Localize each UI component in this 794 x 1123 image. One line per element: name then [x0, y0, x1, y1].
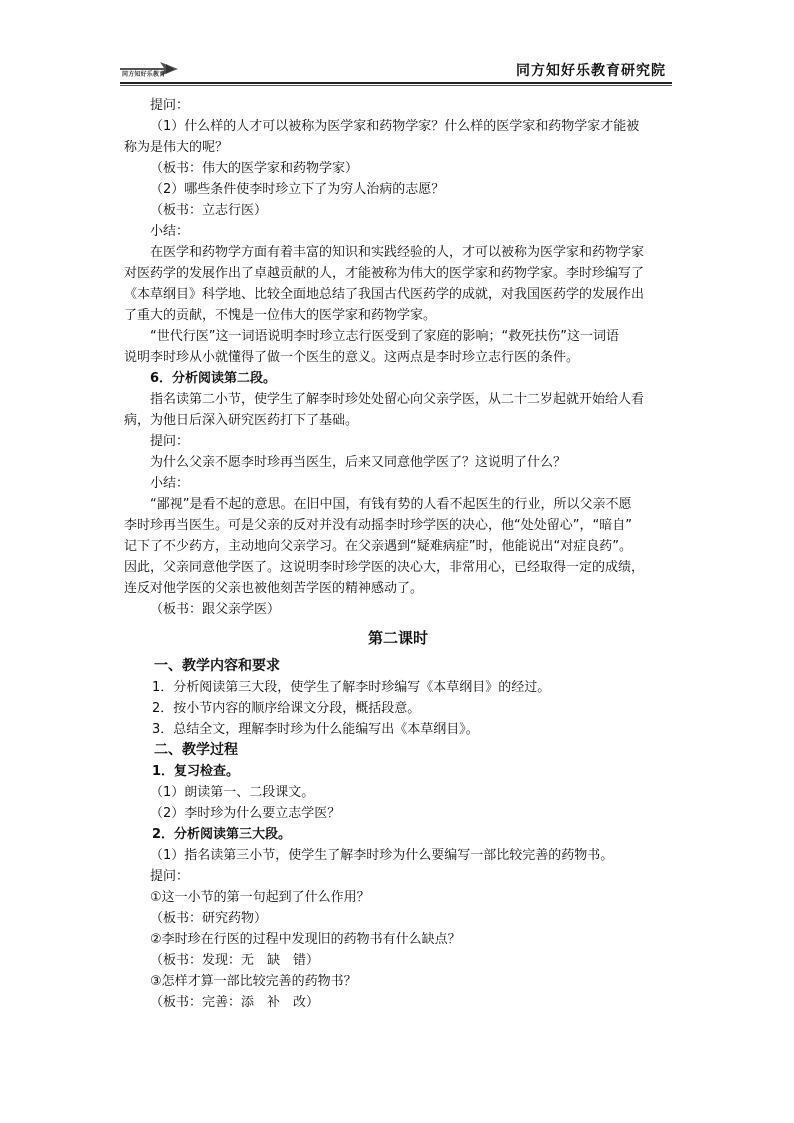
text-line: （板书：跟父亲学医） — [150, 602, 281, 617]
text-line: 称为是伟大的呢？ — [124, 140, 229, 155]
text-line: 连反对他学医的父亲也被他刻苦学医的精神感动了。 — [124, 581, 424, 596]
text-line: 《本草纲目》科学地、比较全面地总结了我国古代医药学的成就，对我国医药学的发展作出 — [124, 287, 645, 302]
text-line: （1）什么样的人才可以被称为医学家和药物学家？什么样的医学家和药物学家才能被 — [150, 119, 640, 134]
text-line: 记下了不少药方，主动地向父亲学习。在父亲遇到“疑难病症”时，他能说出“对症良药”。 — [124, 539, 632, 554]
text-line: “鄙视”是看不起的意思。在旧中国，有钱有势的人看不起医生的行业，所以父亲不愿 — [150, 497, 632, 512]
header-divider — [120, 82, 672, 84]
text-line: 提问： — [150, 98, 190, 113]
text-line: 提问： — [150, 869, 190, 884]
text-line: 2．分析阅读第三大段。 — [152, 827, 292, 842]
text-line: （板书：立志行医） — [150, 203, 268, 218]
text-line: 提问： — [150, 434, 190, 449]
text-line: 李时珍再当医生。可是父亲的反对并没有动摇李时珍学医的决心，他“处处留心”，“暗自” — [124, 518, 632, 533]
text-line: 3．总结全文，理解李时珍为什么能编写出《本草纲目》。 — [152, 722, 479, 737]
lesson-one-section — [124, 95, 672, 620]
text-line: （2）哪些条件使李时珍立下了为穷人治病的志愿？ — [150, 182, 445, 197]
text-line: 因此，父亲同意他学医了。这说明李时珍学医的决心大，非常用心，已经取得一定的成绩， — [124, 560, 645, 575]
text-line: 2．按小节内容的顺序给课文分段，概括段意。 — [152, 701, 421, 716]
text-line: 病，为他日后深入研究医药打下了基础。 — [124, 413, 359, 428]
text-line: （2）李时珍为什么要立志学医？ — [150, 806, 341, 821]
text-line: （板书：研究药物） — [150, 911, 268, 926]
text-line: 为什么父亲不愿李时珍再当医生，后来又同意他学医了？这说明了什么？ — [150, 455, 567, 470]
text-line: （板书：发现：无 缺 错） — [150, 953, 320, 968]
text-line: 指名读第二小节，使学生了解李时珍处处留心向父亲学医，从二十二岁起就开始给人看 — [150, 392, 645, 407]
lesson-two-section — [124, 656, 672, 1013]
text-line: 说明李时珍从小就懂得了做一个医生的意义。这两点是李时珍立志行医的条件。 — [124, 350, 580, 365]
text-line: 对医药学的发展作出了卓越贡献的人，才能被称为伟大的医学家和药物学家。李时珍编写了 — [124, 266, 645, 281]
text-line: 6．分析阅读第二段。 — [150, 371, 277, 386]
text-line: “世代行医”这一词语说明李时珍立志行医受到了家庭的影响；“救死扶伤”这一词语 — [150, 329, 619, 344]
text-line: 1．分析阅读第三大段，使学生了解李时珍编写《本草纲目》的经过。 — [152, 680, 551, 695]
logo — [120, 58, 182, 78]
text-line: （1）朗读第一、二段课文。 — [150, 785, 315, 800]
text-line: ③怎样才算一部比较完善的药物书？ — [150, 974, 357, 989]
text-line: 二、教学过程 — [154, 742, 238, 758]
text-line: （板书：完善：添 补 改） — [150, 995, 320, 1010]
logo-text: 同方知好乐教育 — [122, 71, 166, 78]
text-line: （板书：伟大的医学家和药物学家） — [150, 161, 359, 176]
text-line: （1）指名读第三小节，使学生了解李时珍为什么要编写一部比较完善的药物书。 — [150, 848, 614, 863]
header-title: 同方知好乐教育研究院 — [516, 63, 666, 79]
text-line: 小结： — [150, 476, 190, 491]
text-line: 一、教学内容和要求 — [154, 658, 280, 674]
page-header — [120, 52, 672, 82]
text-line: ①这一小节的第一句起到了什么作用？ — [150, 890, 370, 905]
text-line: ②李时珍在行医的过程中发现旧的药物书有什么缺点？ — [150, 932, 461, 947]
text-line: 1．复习检查。 — [152, 764, 240, 779]
text-line: 了重大的贡献，不愧是一位伟大的医学家和药物学家。 — [124, 308, 437, 323]
section-title: 第二课时 — [367, 629, 428, 647]
document-body — [124, 95, 672, 1013]
text-line: 小结： — [150, 224, 190, 239]
header-divider-thin — [120, 85, 672, 86]
text-line: 在医学和药物学方面有着丰富的知识和实践经验的人，才可以被称为医学家和药物学家 — [150, 245, 645, 260]
